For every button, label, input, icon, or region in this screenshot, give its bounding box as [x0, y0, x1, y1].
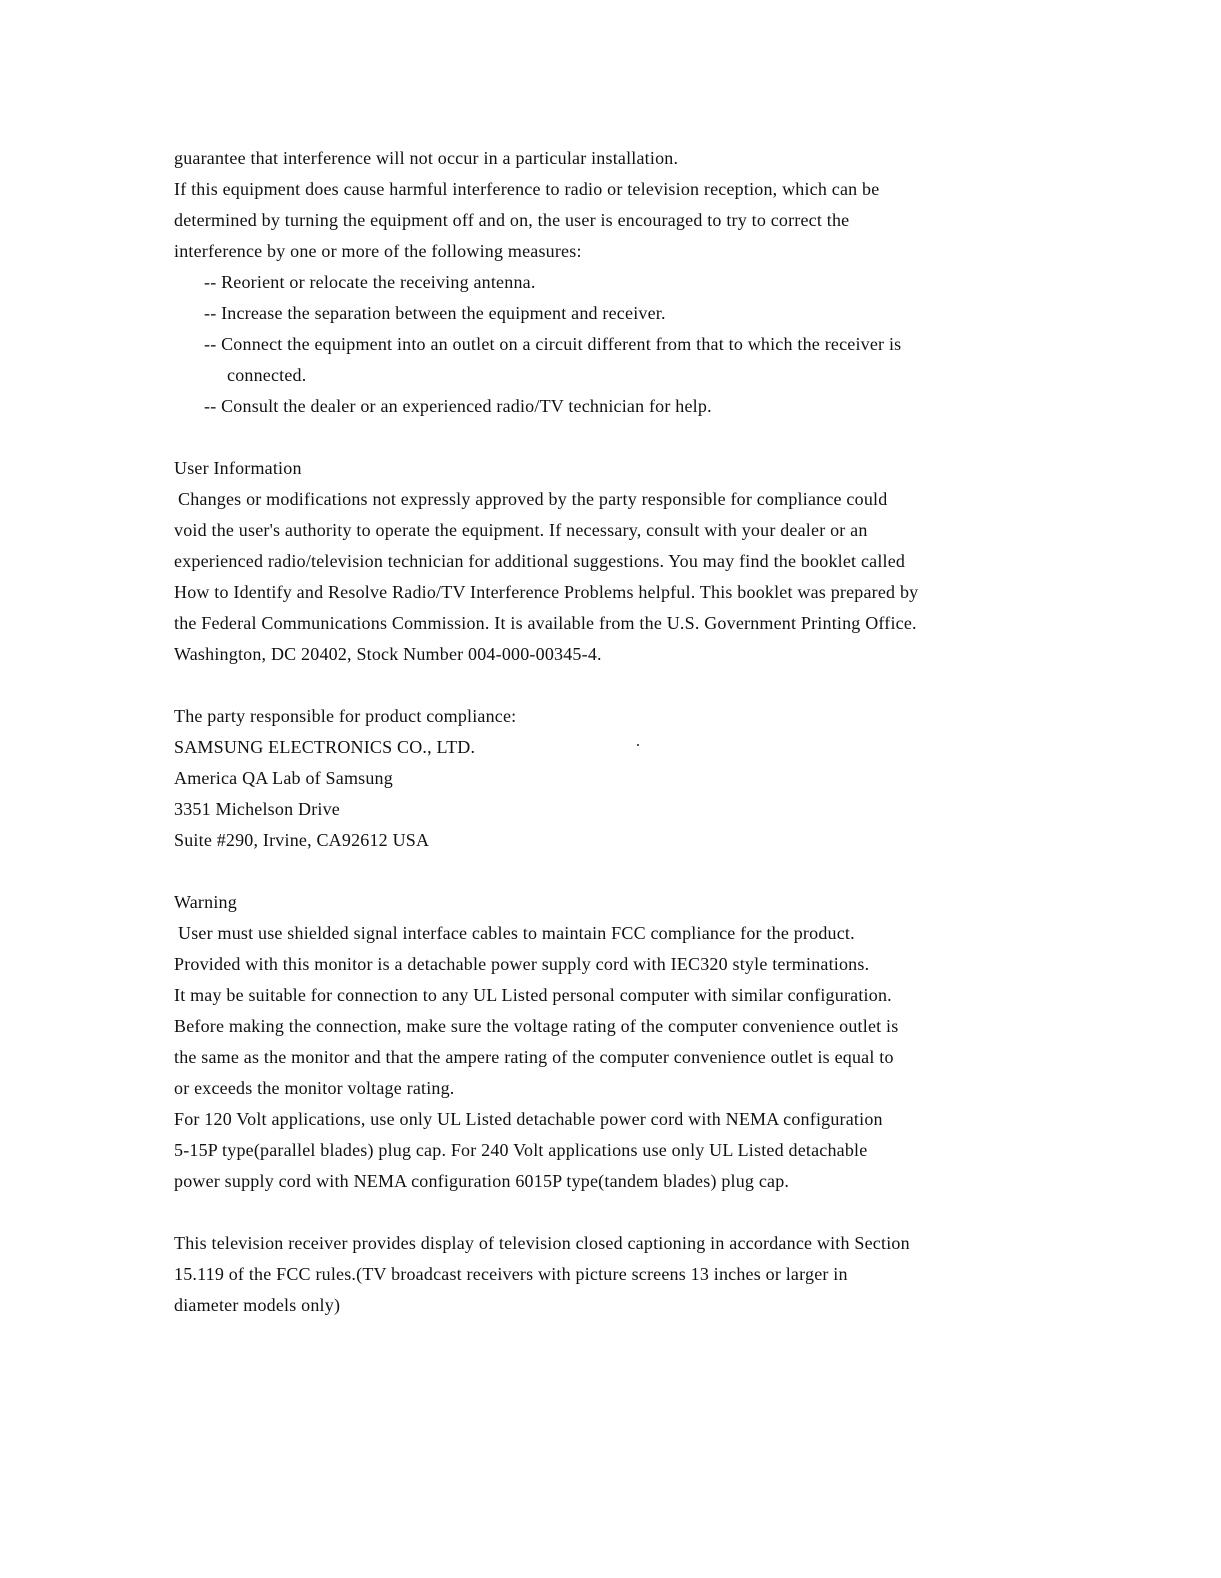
- text-line: 15.119 of the FCC rules.(TV broadcast receivers with picture screens 13 inches or larger in: [174, 1264, 848, 1284]
- text-line: 5-15P type(parallel blades) plug cap. For 240 Volt applications use only UL Listed detachable: [174, 1140, 868, 1160]
- measure-item: -- Reorient or relocate the receiving antenna.: [204, 272, 536, 292]
- text-line: It may be suitable for connection to any UL Listed personal computer with similar configuration.: [174, 985, 892, 1005]
- text-line: Before making the connection, make sure the voltage rating of the computer convenience outlet is: [174, 1016, 899, 1036]
- text-line: User must use shielded signal interface cables to maintain FCC compliance for the product.: [178, 923, 855, 943]
- text-line: America QA Lab of Samsung: [174, 768, 393, 788]
- measure-item-continuation: connected.: [227, 365, 307, 385]
- text-line: interference by one or more of the following measures:: [174, 241, 582, 261]
- section-gap: [174, 422, 1054, 453]
- text-line: Washington, DC 20402, Stock Number 004-000-00345-4.: [174, 644, 602, 664]
- scan-speck: [637, 744, 639, 746]
- text-line: Provided with this monitor is a detachable power supply cord with IEC320 style terminations.: [174, 954, 870, 974]
- section-heading: User Information: [174, 458, 302, 478]
- measure-item: -- Increase the separation between the equipment and receiver.: [204, 303, 666, 323]
- text-line: the Federal Communications Commission. It is available from the U.S. Government Printing Office.: [174, 613, 917, 633]
- text-line: 3351 Michelson Drive: [174, 799, 340, 819]
- text-line: experienced radio/television technician for additional suggestions. You may find the booklet called: [174, 551, 906, 571]
- text-line: power supply cord with NEMA configuration 6015P type(tandem blades) plug cap.: [174, 1171, 790, 1191]
- text-line: How to Identify and Resolve Radio/TV Interference Problems helpful. This booklet was prepared by: [174, 582, 919, 602]
- section-gap: [174, 1197, 1054, 1228]
- measure-item: -- Connect the equipment into an outlet on a circuit different from that to which the receiver is: [204, 334, 902, 354]
- user-information-section: [174, 453, 1054, 670]
- text-line: Suite #290, Irvine, CA92612 USA: [174, 830, 430, 850]
- responsible-party-section: [174, 701, 1054, 856]
- text-line: the same as the monitor and that the ampere rating of the computer convenience outlet is equal to: [174, 1047, 894, 1067]
- text-line: If this equipment does cause harmful interference to radio or television reception, which can be: [174, 179, 880, 199]
- section-heading: Warning: [174, 892, 237, 912]
- section-gap: [174, 856, 1054, 887]
- warning-section: [174, 887, 1054, 1197]
- intro-section: [174, 143, 1054, 267]
- text-line: or exceeds the monitor voltage rating.: [174, 1078, 455, 1098]
- text-line: void the user's authority to operate the equipment. If necessary, consult with your dealer or an: [174, 520, 868, 540]
- section-gap: [174, 670, 1054, 701]
- document-page: [174, 143, 1054, 1321]
- text-line: guarantee that interference will not occur in a particular installation.: [174, 148, 679, 168]
- text-line: diameter models only): [174, 1295, 341, 1315]
- text-line: determined by turning the equipment off and on, the user is encouraged to try to correct the: [174, 210, 850, 230]
- text-line: This television receiver provides display of television closed captioning in accordance with Section: [174, 1233, 910, 1253]
- text-line: The party responsible for product compliance:: [174, 706, 517, 726]
- text-line: For 120 Volt applications, use only UL Listed detachable power cord with NEMA configuration: [174, 1109, 883, 1129]
- text-line: Changes or modifications not expressly approved by the party responsible for compliance could: [178, 489, 888, 509]
- measures-list: [174, 267, 1054, 422]
- measure-item: -- Consult the dealer or an experienced radio/TV technician for help.: [204, 396, 712, 416]
- text-line: SAMSUNG ELECTRONICS CO., LTD.: [174, 737, 476, 757]
- closed-captioning-section: [174, 1228, 1054, 1321]
